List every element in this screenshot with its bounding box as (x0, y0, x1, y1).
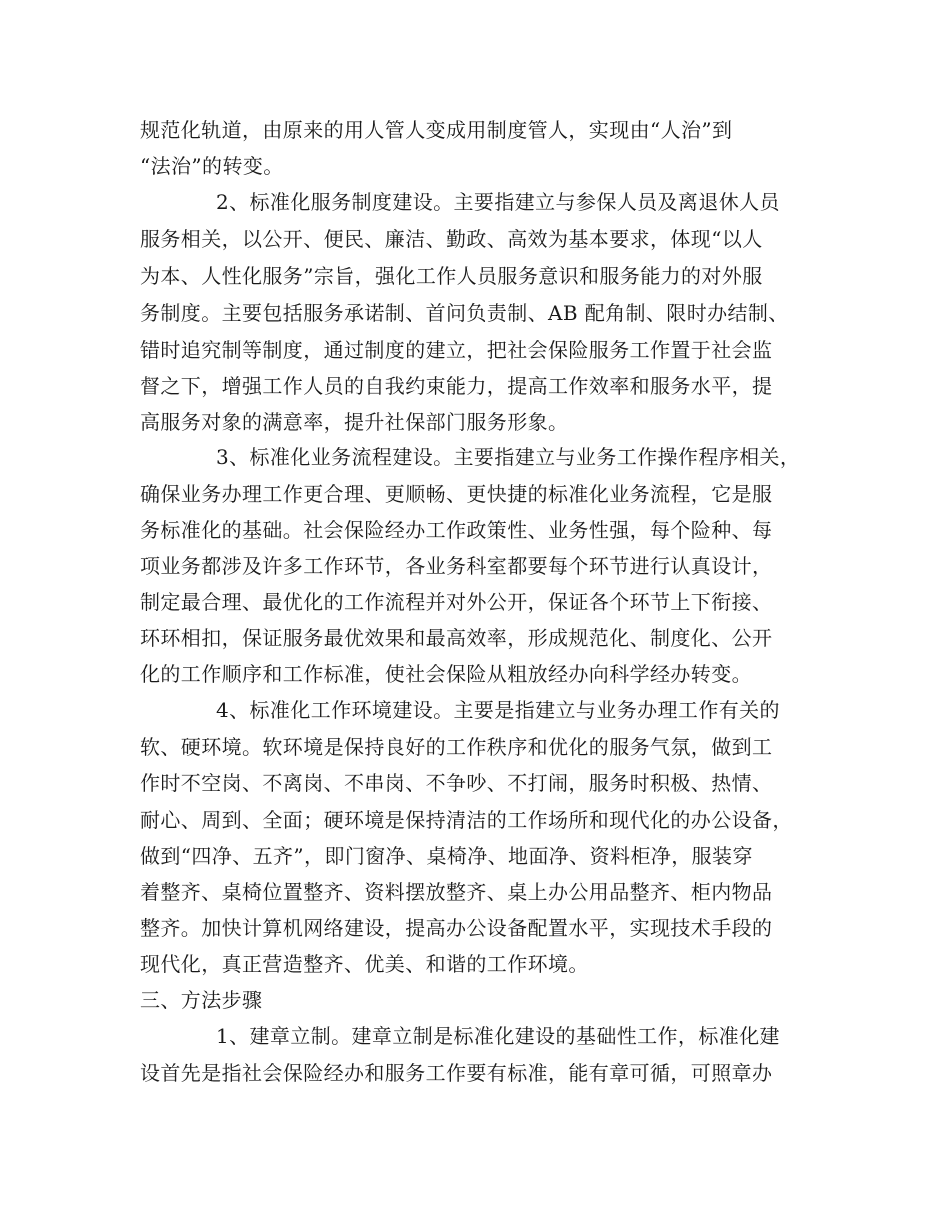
text-line: 着整齐、桌椅位置整齐、资料摆放整齐、桌上办公用品整齐、柜内物品 (140, 880, 773, 904)
text-line: 项业务都涉及许多工作环节，各业务科室都要每个环节进行认真设计， (140, 554, 773, 578)
text-line: 现代化，真正营造整齐、优美、和谐的工作环境。 (140, 952, 589, 976)
text-line: 作时不空岗、不离岗、不串岗、不争吵、不打闹，服务时积极、热情、 (140, 771, 773, 795)
text-line: 督之下，增强工作人员的自我约束能力，提高工作效率和服务水平，提 (140, 374, 773, 398)
text-line: 高服务对象的满意率，提升社保部门服务形象。 (140, 410, 569, 434)
text-line: 化的工作顺序和工作标准，使社会保险从粗放经办向科学经办转变。 (140, 662, 752, 686)
paragraph-start-line: 2、标准化服务制度建设。主要指建立与参保人员及离退休人员 (216, 190, 780, 214)
text-line: 软、硬环境。软环境是保持良好的工作秩序和优化的服务气氛，做到工 (140, 735, 773, 759)
text-line: 确保业务办理工作更合理、更顺畅、更快捷的标准化业务流程，它是服 (140, 482, 773, 506)
text-line: 务标准化的基础。社会保险经办工作政策性、业务性强，每个险种、每 (140, 518, 773, 542)
text-line: 设首先是指社会保险经办和服务工作要有标准，能有章可循，可照章办 (140, 1061, 773, 1085)
text-line: 环环相扣，保证服务最优效果和最高效率，形成规范化、制度化、公开 (140, 626, 773, 650)
paragraph-start-line: 1、建章立制。建章立制是标准化建设的基础性工作，标准化建 (216, 1024, 780, 1048)
paragraph-start-line: 3、标准化业务流程建设。主要指建立与业务工作操作程序相关， (216, 445, 801, 469)
text-line: 制定最合理、最优化的工作流程并对外公开，保证各个环节上下衔接、 (140, 590, 773, 614)
text-line: 服务相关，以公开、便民、廉洁、勤政、高效为基本要求，体现“以人 (140, 227, 763, 251)
text-line: 务制度。主要包括服务承诺制、首问负责制、AB 配角制、限时办结制、 (140, 301, 789, 325)
text-line: 整齐。加快计算机网络建设，提高办公设备配置水平，实现技术手段的 (140, 916, 773, 940)
text-line: 耐心、周到、全面；硬环境是保持清洁的工作场所和现代化的办公设备， (140, 808, 793, 832)
text-line: 错时追究制等制度，通过制度的建立，把社会保险服务工作置于社会监 (140, 338, 773, 362)
paragraph-start-line: 4、标准化工作环境建设。主要是指建立与业务办理工作有关的 (216, 698, 780, 722)
section-heading: 三、方法步骤 (140, 988, 263, 1012)
text-line: 为本、人性化服务”宗旨，强化工作人员服务意识和服务能力的对外服 (140, 264, 763, 288)
text-line: 做到“四净、五齐”，即门窗净、桌椅净、地面净、资料柜净，服装穿 (140, 844, 753, 868)
text-line: “法治”的转变。 (140, 154, 284, 178)
text-line: 规范化轨道，由原来的用人管人变成用制度管人，实现由“人治”到 (140, 118, 733, 142)
